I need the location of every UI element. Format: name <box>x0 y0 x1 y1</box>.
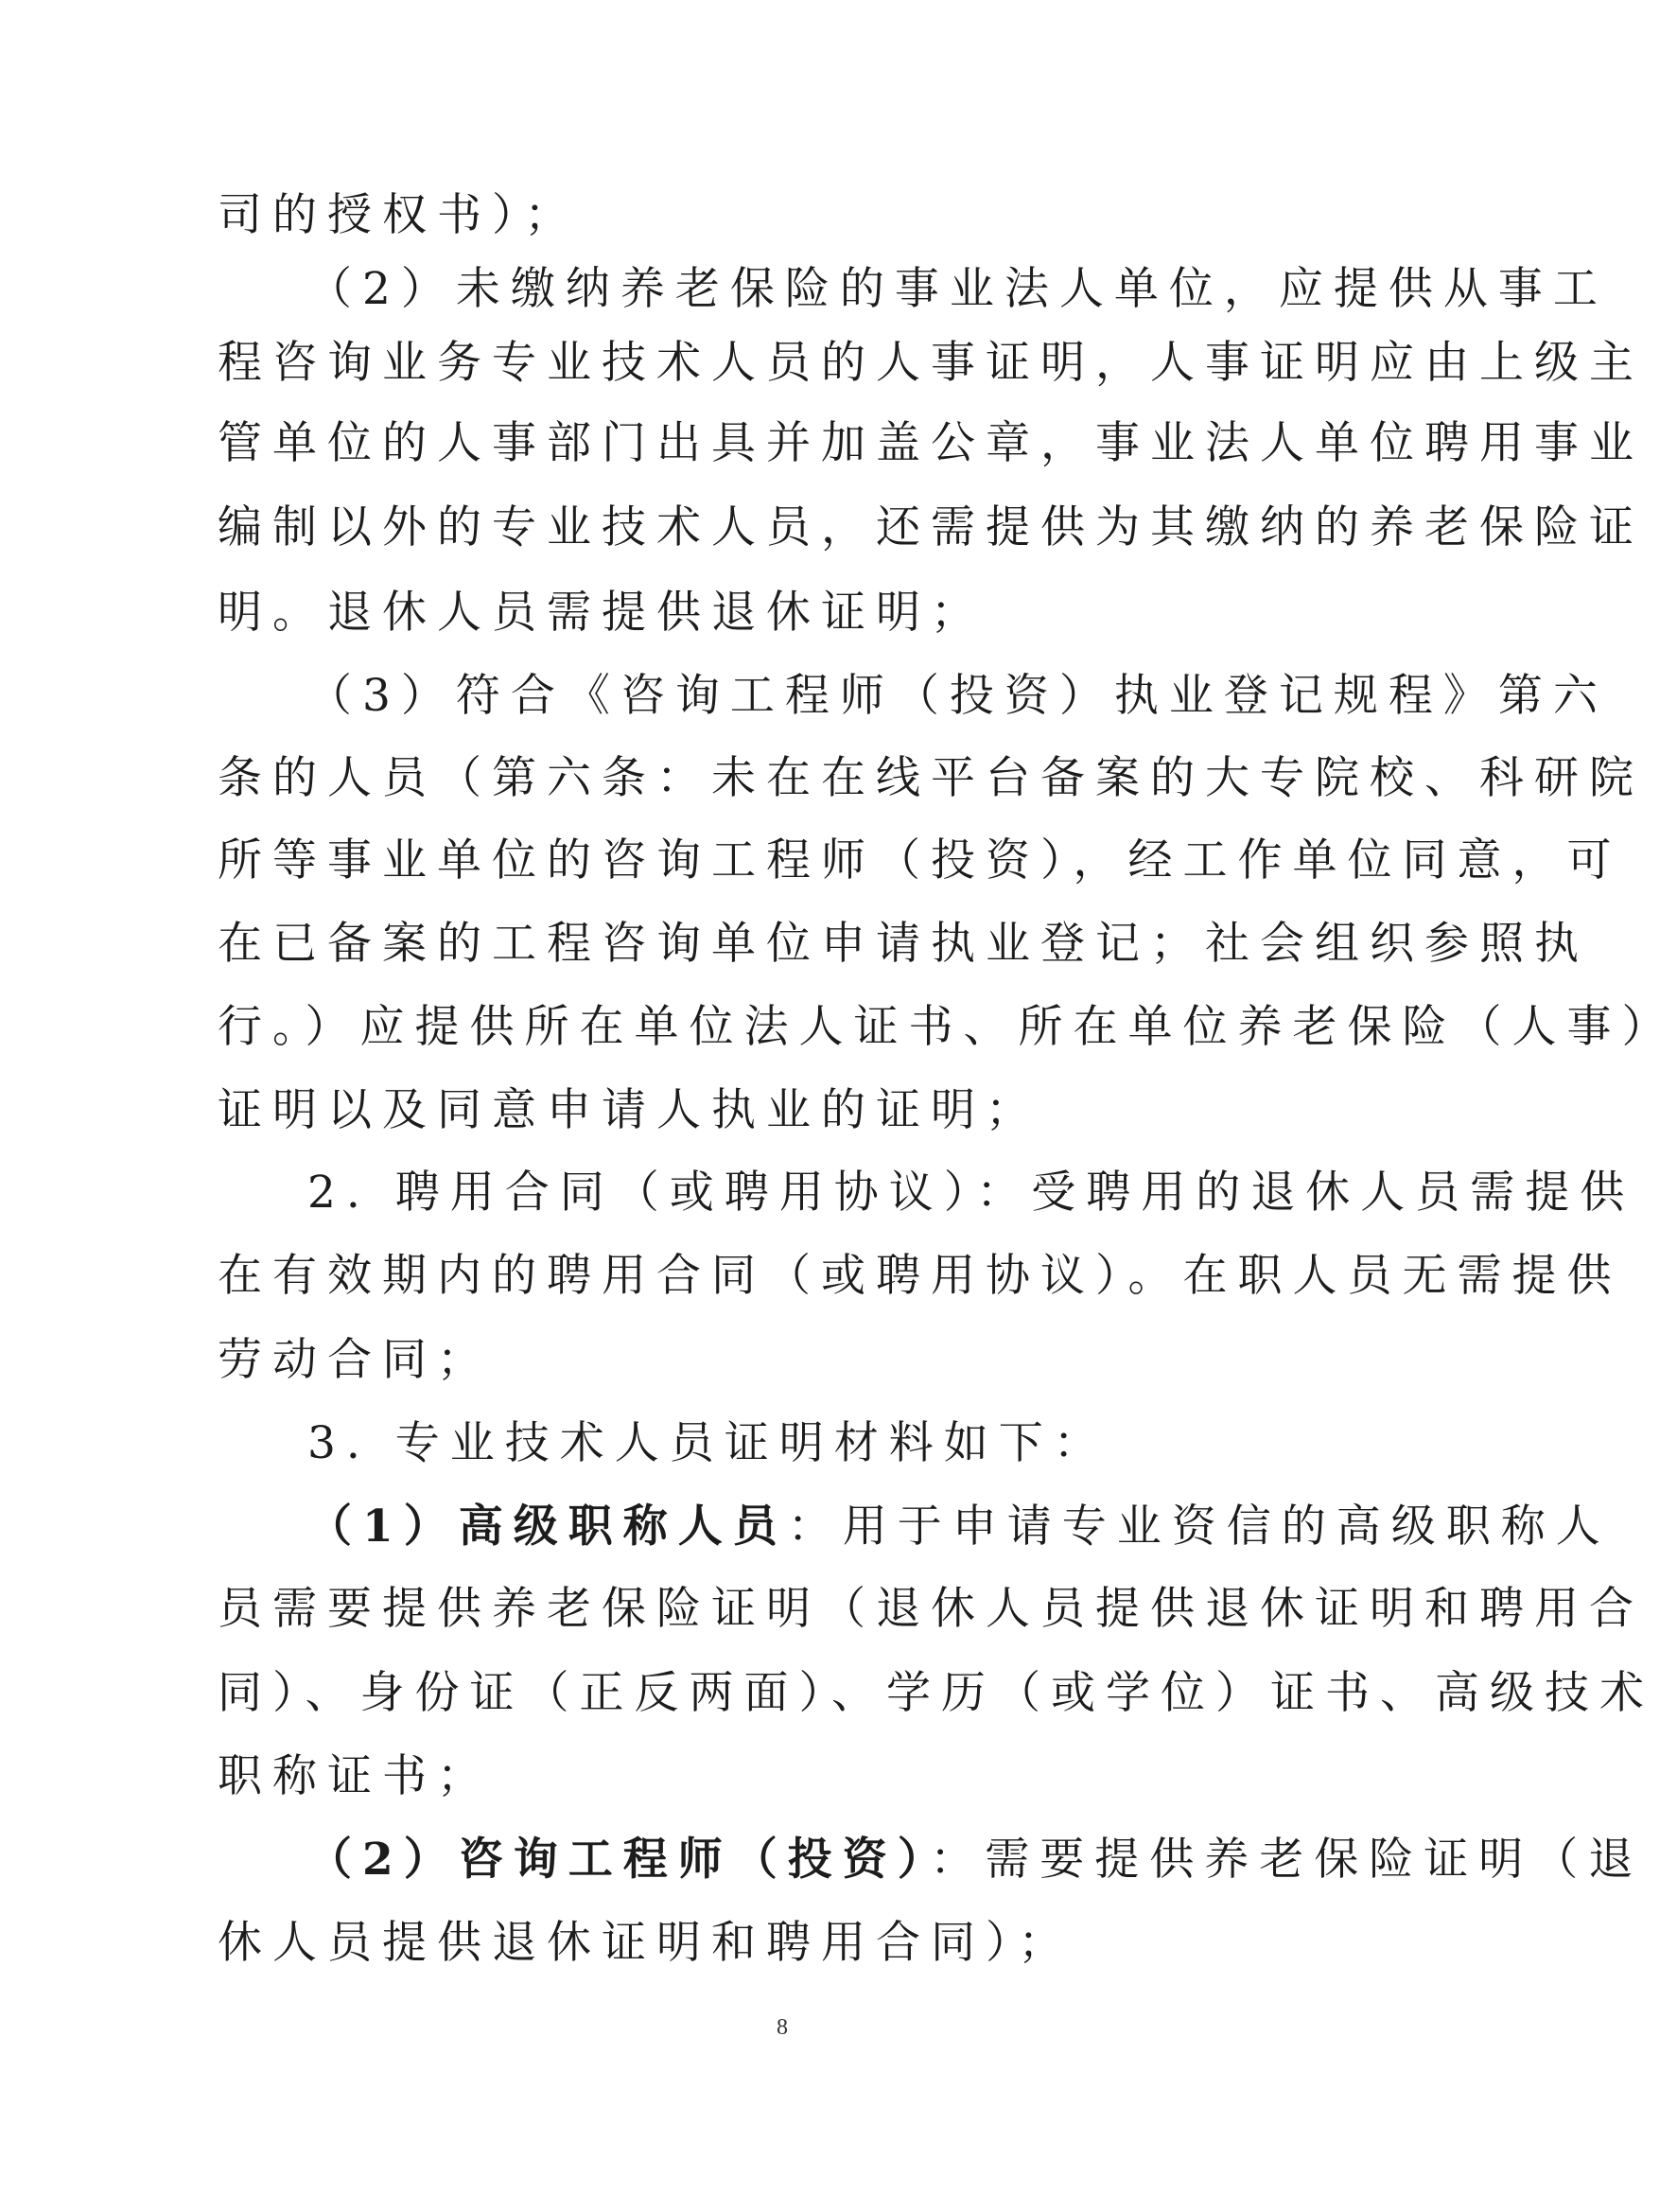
text-line-9: 所等事业单位的咨询工程师（投资），经工作单位同意，可 <box>218 834 1622 887</box>
text-line-22: 休人员提供退休证明和聘用合同）； <box>218 1917 1074 1969</box>
consultant-heading: （2）咨询工程师（投资） <box>307 1834 931 1886</box>
text-line-3: 程咨询业务专业技术人员的人事证明，人事证明应由上级主 <box>218 337 1644 389</box>
senior-title-heading: （1）高级职称人员 <box>307 1501 788 1553</box>
text-line-1: 司的授权书）； <box>218 189 580 241</box>
text-line-12: 证明以及同意申请人执业的证明； <box>218 1084 1040 1136</box>
consultant-line <box>307 1834 1643 1887</box>
text-line-4: 管单位的人事部门出具并加盖公章，事业法人单位聘用事业 <box>218 417 1644 469</box>
senior-title-text: ：用于申请专业资信的高级职称人 <box>787 1501 1611 1553</box>
text-line-6: 明。退休人员需提供退休证明； <box>218 587 986 639</box>
text-line-8: 条的人员（第六条：未在在线平台备案的大专院校、科研院 <box>218 752 1644 804</box>
text-line-10: 在已备案的工程咨询单位申请执业登记；社会组织参照执 <box>218 918 1589 970</box>
text-line-13: 2. 聘用合同（或聘用协议）：受聘用的退休人员需提供 <box>307 1167 1635 1219</box>
text-line-7: （3）符合《咨询工程师（投资）执业登记规程》第六 <box>307 670 1608 722</box>
text-line-19: 同）、身份证（正反两面）、学历（或学位）证书、高级技术 <box>218 1667 1654 1719</box>
text-line-18: 员需要提供养老保险证明（退休人员提供退休证明和聘用合 <box>218 1583 1644 1635</box>
senior-title-line <box>307 1501 1611 1554</box>
text-line-16: 3. 专业技术人员证明材料如下： <box>307 1417 1109 1469</box>
text-line-20: 职称证书； <box>218 1750 492 1802</box>
text-line-2: （2）未缴纳养老保险的事业法人单位，应提供从事工 <box>307 263 1608 315</box>
text-line-11: 行。）应提供所在单位法人证书、所在单位养老保险（人事） <box>218 1001 1677 1053</box>
consultant-text: ：需要提供养老保险证明（退 <box>930 1834 1644 1886</box>
text-line-15: 劳动合同； <box>218 1334 492 1386</box>
text-line-14: 在有效期内的聘用合同（或聘用协议）。在职人员无需提供 <box>218 1250 1622 1302</box>
page-number: 8 <box>777 2015 788 2040</box>
text-line-5: 编制以外的专业技术人员，还需提供为其缴纳的养老保险证 <box>218 501 1644 553</box>
